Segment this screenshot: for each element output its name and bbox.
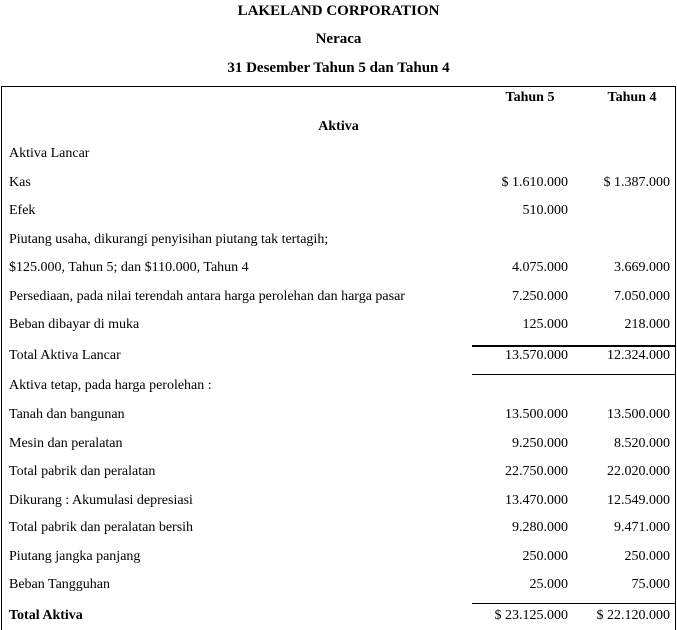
row-value-year4: 75.000 [631, 577, 670, 592]
row-value-year4: 8.520.000 [614, 436, 670, 451]
table-row [0, 198, 677, 224]
row-value-year5: 510.000 [522, 203, 568, 218]
section-title: Aktiva [318, 119, 359, 134]
table-row [0, 373, 677, 399]
row-value-year5: 13.500.000 [505, 407, 568, 422]
column-header-year5: Tahun 5 [505, 90, 555, 105]
row-label: $125.000, Tahun 5; dan $110.000, Tahun 4 [9, 260, 249, 275]
row-label: Beban Tangguhan [9, 577, 111, 592]
row-value-year5: 9.250.000 [512, 436, 568, 451]
statement-title: Neraca [315, 31, 362, 47]
row-value-year4: 250.000 [624, 549, 670, 564]
row-value-year5: 4.075.000 [512, 260, 568, 275]
row-value-year5: $ 23.125.000 [494, 608, 568, 623]
table-row [0, 343, 677, 369]
table-row [0, 431, 677, 457]
table-row [0, 572, 677, 598]
row-label: Total pabrik dan peralatan [9, 464, 156, 479]
row-label: Dikurang : Akumulasi depresiasi [9, 493, 193, 508]
table-row [0, 312, 677, 338]
row-value-year5: 13.570.000 [505, 348, 568, 363]
table-row [0, 459, 677, 485]
row-value-year5: 125.000 [522, 317, 568, 332]
row-value-year5: $ 1.610.000 [501, 175, 568, 190]
row-label: Efek [9, 203, 36, 218]
row-label: Kas [9, 175, 31, 190]
row-value-year4: 13.500.000 [607, 407, 670, 422]
row-value-year4: 3.669.000 [614, 260, 670, 275]
row-value-year4: 218.000 [624, 317, 670, 332]
table-row [0, 170, 677, 196]
row-value-year5: 250.000 [522, 549, 568, 564]
row-value-year4: $ 22.120.000 [596, 608, 670, 623]
row-value-year4: 9.471.000 [614, 520, 670, 535]
row-value-year5: 7.250.000 [512, 289, 568, 304]
row-label: Total Aktiva Lancar [9, 348, 121, 363]
row-value-year4: 7.050.000 [614, 289, 670, 304]
table-row [0, 515, 677, 541]
table-row [0, 402, 677, 428]
row-label: Persediaan, pada nilai terendah antara harga perolehan dan harga pasar [9, 289, 405, 304]
row-value-year4: 22.020.000 [607, 464, 670, 479]
row-value-year5: 9.280.000 [512, 520, 568, 535]
row-value-year4: 12.324.000 [607, 348, 670, 363]
table-row [0, 227, 677, 253]
table-row [0, 488, 677, 514]
table-row [0, 544, 677, 570]
row-label: Aktiva tetap, pada harga perolehan : [9, 378, 212, 393]
row-value-year5: 25.000 [529, 577, 568, 592]
column-header-year4: Tahun 4 [607, 90, 657, 105]
table-row [0, 255, 677, 281]
table-row [0, 141, 677, 167]
row-label: Total pabrik dan peralatan bersih [9, 520, 194, 535]
row-value-year4: $ 1.387.000 [603, 175, 670, 190]
row-label: Beban dibayar di muka [9, 317, 140, 332]
company-name: LAKELAND CORPORATION [237, 3, 440, 19]
table-row [0, 284, 677, 310]
row-label: Mesin dan peralatan [9, 436, 123, 451]
row-value-year4: 12.549.000 [607, 493, 670, 508]
row-label: Piutang usaha, dikurangi penyisihan piutang tak tertagih; [9, 232, 329, 247]
row-label: Aktiva Lancar [9, 146, 90, 161]
row-value-year5: 22.750.000 [505, 464, 568, 479]
row-label: Total Aktiva [9, 608, 83, 623]
table-row-total [0, 603, 677, 629]
row-label: Tanah dan bangunan [9, 407, 125, 422]
row-value-year5: 13.470.000 [505, 493, 568, 508]
statement-period: 31 Desember Tahun 5 dan Tahun 4 [227, 60, 450, 76]
row-label: Piutang jangka panjang [9, 549, 141, 564]
